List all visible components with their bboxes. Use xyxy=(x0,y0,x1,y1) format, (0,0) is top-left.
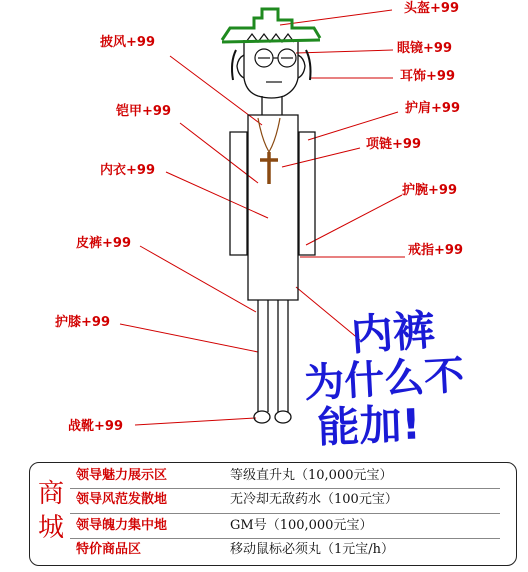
label-glasses: 眼镜+99 xyxy=(397,41,452,56)
handwritten-note xyxy=(303,305,465,452)
figure-outline xyxy=(230,40,315,423)
label-pants: 皮裤+99 xyxy=(76,236,131,251)
shop-zone-2[interactable]: 领导风范发散地 xyxy=(76,492,168,507)
necklace-icon xyxy=(258,118,280,184)
note-line-2: 为什么不 xyxy=(303,352,466,407)
label-boots: 战靴+99 xyxy=(68,419,123,434)
label-necklace: 项链+99 xyxy=(366,137,421,152)
shop-panel xyxy=(29,462,517,566)
shop-item-2[interactable]: 无冷却无敌药水（100元宝） xyxy=(230,492,398,507)
divider xyxy=(70,488,500,489)
label-ring: 戒指+99 xyxy=(408,243,463,258)
label-armor: 铠甲+99 xyxy=(116,104,171,119)
shop-item-4[interactable]: 移动鼠标必须丸（1元宝/h） xyxy=(230,542,395,557)
divider xyxy=(70,513,500,514)
face xyxy=(255,49,296,82)
shop-item-3[interactable]: GM号（100,000元宝） xyxy=(230,518,373,533)
label-earring: 耳饰+99 xyxy=(400,69,455,84)
shop-item-1[interactable]: 等级直升丸（10,000元宝） xyxy=(230,468,393,483)
divider xyxy=(70,538,500,539)
label-helmet: 头盔+99 xyxy=(404,1,459,16)
helmet-icon xyxy=(222,9,320,42)
label-bracer: 护腕+99 xyxy=(402,183,457,198)
shop-zone-1[interactable]: 领导魅力展示区 xyxy=(76,468,168,483)
note-line-3: 能加! xyxy=(316,399,422,452)
note-line-1: 内裤 xyxy=(349,305,437,360)
shop-zone-4[interactable]: 特价商品区 xyxy=(76,542,142,557)
shop-zone-3[interactable]: 领导魄力集中地 xyxy=(76,518,168,533)
label-kneepad: 护膝+99 xyxy=(55,315,110,330)
shop-title: 商城 xyxy=(37,479,64,543)
label-shoulder: 护肩+99 xyxy=(405,101,460,116)
label-underwear: 内衣+99 xyxy=(100,163,155,178)
label-cape: 披风+99 xyxy=(100,35,155,50)
